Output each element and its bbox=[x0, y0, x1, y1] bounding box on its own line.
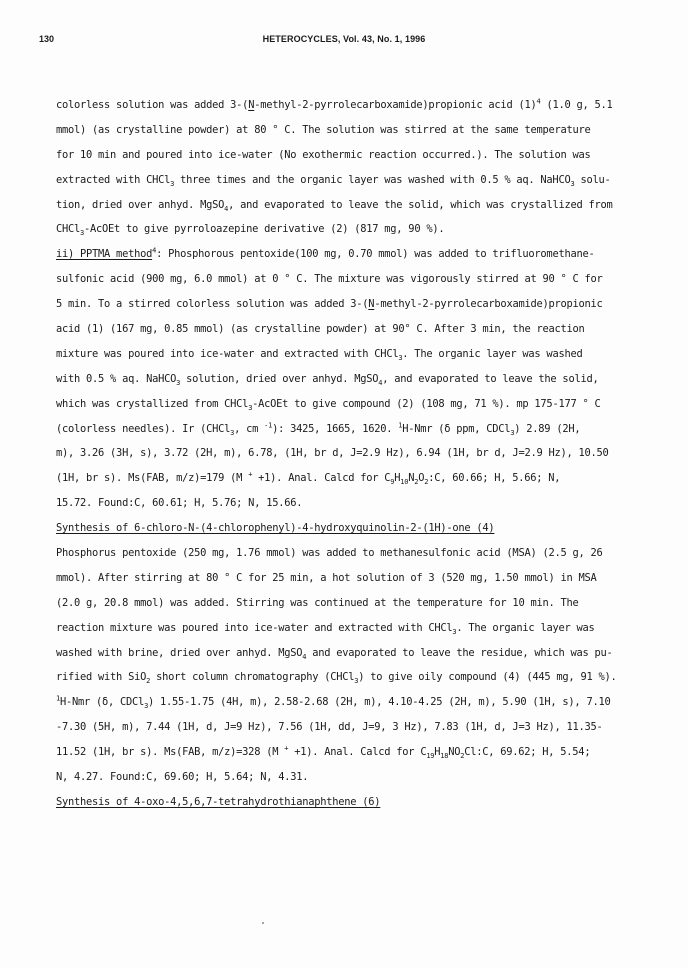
text-line bbox=[56, 292, 636, 317]
text-line bbox=[56, 168, 636, 193]
text-run: -AcOEt to give pyrroloazepine derivative (2) (817 mg, 90 %). bbox=[84, 223, 445, 236]
text-run: NO bbox=[448, 746, 461, 759]
text-run: -methyl-2-pyrrolecarboxamide)propionic acid (1) bbox=[254, 99, 537, 111]
text-run: 5 min. To a stirred colorless solution was added 3-( bbox=[56, 298, 369, 311]
subscript: 19 bbox=[426, 752, 435, 761]
text-run: CHCl bbox=[56, 223, 81, 236]
text-run: colorless solution was added 3-( bbox=[56, 99, 249, 111]
text-line bbox=[56, 541, 636, 566]
text-line bbox=[56, 193, 636, 218]
text-line bbox=[56, 417, 636, 442]
subscript: 9 bbox=[390, 478, 395, 487]
text-run: (2.0 g, 20.8 mmol) was added. Stirring was continued at the temperature for 10 min. The bbox=[56, 596, 579, 609]
scan-speck bbox=[262, 922, 264, 924]
text-run: , and evaporated to leave the solid, bbox=[382, 372, 599, 385]
text-line bbox=[56, 441, 636, 466]
text-line bbox=[56, 466, 636, 491]
superscript: 4 bbox=[152, 246, 157, 255]
text-run: three times and the organic layer was washed with 0.5 % aq. NaHCO bbox=[174, 173, 571, 186]
text-run: , cm bbox=[234, 422, 265, 435]
text-line bbox=[56, 740, 636, 765]
subscript: 3 bbox=[248, 403, 253, 412]
text-line bbox=[56, 267, 636, 292]
text-line bbox=[56, 118, 636, 143]
text-run: ) 1.55-1.75 (4H, m), 2.58-2.68 (2H, m), 4.10-4.25 (2H, m), 5.90 (1H, s), 7.10 bbox=[148, 696, 611, 709]
text-run: -methyl-2-pyrrolecarboxamide)propionic bbox=[374, 298, 603, 311]
text-run: Cl:C, 69.62; H, 5.54; bbox=[464, 746, 591, 759]
text-run: H-Nmr (δ, CDCl bbox=[59, 696, 145, 709]
text-run: O bbox=[418, 472, 425, 485]
subscript: 3 bbox=[452, 627, 457, 636]
text-run: rified with SiO bbox=[56, 671, 147, 684]
text-line bbox=[56, 516, 636, 541]
text-line bbox=[56, 317, 636, 342]
text-run: 11.52 (1H, br s). Ms(FAB, m/z)=328 (M bbox=[56, 746, 285, 759]
text-run: Phosphorus pentoxide (250 mg, 1.76 mmol) was added to methanesulfonic acid (MSA) (2.5 g, 26 bbox=[56, 547, 603, 560]
text-run: ) 2.89 (2H, bbox=[514, 422, 581, 435]
page-header bbox=[0, 34, 688, 50]
text-line bbox=[56, 367, 636, 392]
underlined-heading: Synthesis of 6-chloro-N-(4-chlorophenyl)-4-hydroxyquinolin-2-(1H)-one (4) bbox=[56, 522, 495, 535]
superscript: 1 bbox=[56, 694, 60, 703]
text-line bbox=[56, 665, 636, 690]
subscript: 2 bbox=[146, 677, 151, 686]
text-run: reaction mixture was poured into ice-water and extracted with CHCl bbox=[56, 621, 453, 634]
subscript: 3 bbox=[170, 179, 175, 188]
text-run: solution, dried over anhyd. MgSO bbox=[180, 372, 379, 385]
underlined-heading: N bbox=[248, 99, 255, 111]
text-line bbox=[56, 690, 636, 715]
underlined-heading: ii) PPTMA method bbox=[56, 248, 153, 261]
text-run: :C, 60.66; H, 5.66; N, bbox=[428, 472, 561, 485]
text-line bbox=[56, 491, 636, 516]
text-run: , and evaporated to leave the solid, which was crystallized from bbox=[228, 198, 613, 211]
text-run: with 0.5 % aq. NaHCO bbox=[56, 372, 177, 385]
text-run: N bbox=[408, 472, 415, 485]
subscript: 3 bbox=[354, 677, 359, 686]
subscript: 2 bbox=[424, 478, 429, 487]
text-run: ) to give oily compound (4) (445 mg, 91 %). bbox=[358, 671, 617, 684]
body-text bbox=[56, 93, 636, 815]
underlined-heading: N bbox=[368, 298, 375, 311]
text-run: +1). Anal. Calcd for C bbox=[288, 746, 427, 759]
text-line bbox=[56, 342, 636, 367]
text-run: m), 3.26 (3H, s), 3.72 (2H, m), 6.78, (1H, br d, J=2.9 Hz), 6.94 (1H, br d, J=2.9 Hz), 10.50 bbox=[56, 447, 609, 460]
subscript: 3 bbox=[144, 702, 149, 711]
text-run: ): 3425, 1665, 1620. bbox=[272, 422, 399, 435]
page-number: 130 bbox=[39, 34, 55, 44]
text-line bbox=[56, 217, 636, 242]
text-run: sulfonic acid (900 mg, 6.0 mmol) at 0 ° C. The mixture was vigorously stirred at 90 ° C for bbox=[56, 273, 603, 286]
text-run: mmol). After stirring at 80 ° C for 25 min, a hot solution of 3 (520 mg, 1.50 mmol) in MSA bbox=[56, 571, 597, 584]
underlined-heading: Synthesis of 4-oxo-4,5,6,7-tetrahydrothianaphthene (6) bbox=[56, 795, 381, 808]
text-run: washed with brine, dried over anhyd. MgSO bbox=[56, 646, 303, 659]
text-line bbox=[56, 392, 636, 417]
text-line bbox=[56, 93, 636, 118]
text-run: (1H, br s). Ms(FAB, m/z)=179 (M bbox=[56, 472, 249, 485]
subscript: 3 bbox=[176, 378, 181, 387]
text-line bbox=[56, 641, 636, 666]
text-run: (1.0 g, 5.1 bbox=[540, 99, 613, 111]
subscript: 2 bbox=[414, 478, 419, 487]
text-run: : Phosphorous pentoxide(100 mg, 0.70 mmol) was added to trifluoromethane- bbox=[156, 248, 595, 261]
text-run: -AcOEt to give compound (2) (108 mg, 71 %). mp 175-177 ° C bbox=[252, 397, 601, 410]
superscript: -1 bbox=[264, 421, 273, 430]
subscript: 4 bbox=[224, 204, 229, 213]
text-run: H-Nmr (δ ppm, CDCl bbox=[402, 422, 511, 435]
subscript: 18 bbox=[440, 752, 449, 761]
text-line bbox=[56, 242, 636, 267]
superscript: 1 bbox=[398, 421, 403, 430]
text-run: . The organic layer was bbox=[456, 621, 595, 634]
text-line bbox=[56, 715, 636, 740]
text-run: tion, dried over anhyd. MgSO bbox=[56, 198, 225, 211]
text-line bbox=[56, 790, 636, 815]
text-run: short column chromatography (CHCl bbox=[150, 671, 355, 684]
text-run: extracted with CHCl bbox=[56, 173, 171, 186]
text-run: mixture was poured into ice-water and extracted with CHCl bbox=[56, 347, 399, 360]
text-run: H bbox=[434, 746, 441, 759]
subscript: 4 bbox=[378, 378, 383, 387]
text-run: N, 4.27. Found:C, 69.60; H, 5.64; N, 4.31. bbox=[56, 771, 309, 784]
text-run: . The organic layer was washed bbox=[402, 347, 583, 360]
subscript: 3 bbox=[398, 353, 403, 362]
text-run: for 10 min and poured into ice-water (No exothermic reaction occurred.). The solution was bbox=[56, 148, 591, 161]
subscript: 3 bbox=[80, 229, 84, 238]
superscript: 4 bbox=[536, 97, 541, 106]
text-line bbox=[56, 591, 636, 616]
subscript: 10 bbox=[400, 478, 409, 487]
subscript: 3 bbox=[510, 428, 515, 437]
text-run: -7.30 (5H, m), 7.44 (1H, d, J=9 Hz), 7.56 (1H, dd, J=9, 3 Hz), 7.83 (1H, d, J=3 Hz), 11.35- bbox=[56, 721, 603, 734]
text-run: which was crystallized from CHCl bbox=[56, 397, 249, 410]
text-run: 15.72. Found:C, 60.61; H, 5.76; N, 15.66. bbox=[56, 497, 303, 510]
text-run: mmol) (as crystalline powder) at 80 ° C. The solution was stirred at the same temperature bbox=[56, 123, 591, 136]
subscript: 2 bbox=[460, 752, 465, 761]
subscript: 4 bbox=[302, 652, 307, 661]
subscript: 3 bbox=[230, 428, 235, 437]
text-line bbox=[56, 143, 636, 168]
text-line bbox=[56, 566, 636, 591]
text-run: +1). Anal. Calcd for C bbox=[252, 472, 391, 485]
text-line bbox=[56, 616, 636, 641]
journal-header: HETEROCYCLES, Vol. 43, No. 1, 1996 bbox=[262, 34, 426, 44]
text-run: H bbox=[394, 472, 401, 485]
subscript: 3 bbox=[570, 179, 575, 188]
text-run: solu- bbox=[574, 173, 611, 186]
text-line bbox=[56, 765, 636, 790]
text-run: (colorless needles). Ir (CHCl bbox=[56, 422, 231, 435]
text-run: acid (1) (167 mg, 0.85 mmol) (as crystalline powder) at 90° C. After 3 min, the reaction bbox=[56, 323, 585, 336]
superscript: + bbox=[248, 470, 253, 479]
superscript: + bbox=[284, 744, 289, 753]
text-run: and evaporated to leave the residue, which was pu- bbox=[306, 646, 613, 659]
